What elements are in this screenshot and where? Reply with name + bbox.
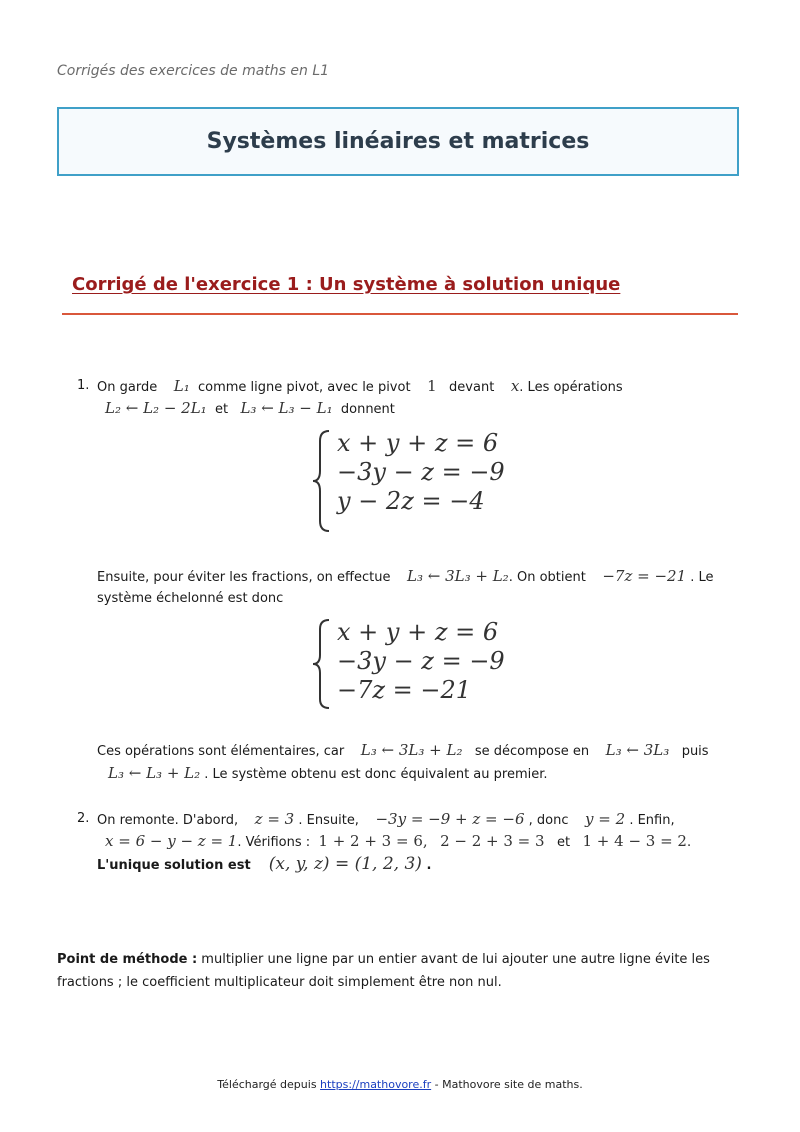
footer [0,1078,800,1091]
header-note: Corrigés des exercices de maths en L1 [57,63,330,79]
footer-link[interactable]: https://mathovore.fr [320,1078,432,1091]
math-op1: L₂ ← L₂ − 2L₁ [105,399,207,417]
text: . [686,835,692,850]
item-1-line-5 [97,739,747,763]
math-L1: L₁ [173,377,190,395]
equation: x + y + z = 6 [337,429,499,457]
text: . Ensuite, [298,813,359,828]
text: On remonte. D'abord, [97,813,239,828]
item-2-number: 2. [77,811,90,826]
text: . Le [690,570,714,585]
item-2-line-1 [97,808,747,832]
item-1-number: 1. [77,378,90,393]
math-op3: L₃ ← 3L₃ + L₂ [407,567,509,585]
item-1-line-4: système échelonné est donc [97,591,284,606]
text: . Enfin, [629,813,675,828]
solution-label: L'unique solution est [97,858,251,873]
footer-suffix: - Mathovore site de maths. [431,1078,583,1091]
text: . Les opérations [519,380,623,395]
math-op6: L₃ ← L₃ + L₂ [108,764,201,782]
page-title: Systèmes linéaires et matrices [206,129,590,154]
text: devant [449,380,495,395]
method-label: Point de méthode : [57,952,198,967]
item-1-line-1 [97,375,747,399]
text: . Vérifions : [237,835,311,850]
system-2-equations [333,618,505,710]
equation: x + y + z = 6 [337,618,499,646]
text: comme ligne pivot, avec le pivot [197,380,411,395]
text: On garde [97,380,158,395]
method-text: multiplier une ligne par un entier avant de lui ajouter une autre ligne évite les fractions ; le coefficient multiplicateur doit simplement être non nul. [57,952,710,990]
item-1-line-2 [105,397,395,421]
text: , donc [528,813,569,828]
equation: −3y − z = −9 [337,647,505,675]
equation: −7z = −21 [337,676,472,704]
system-2 [311,618,505,710]
text: se décompose en [474,744,590,759]
item-2-line-2 [105,830,755,854]
math-y: −3y = −9 + z = −6 [375,810,525,828]
item-1-line-6 [108,762,548,786]
math-op5: L₃ ← 3L₃ [605,741,670,759]
text: . [426,858,432,873]
math-result: −7z = −21 [602,567,687,585]
math-op2: L₃ ← L₃ − L₁ [240,399,333,417]
system-1-equations [333,429,505,533]
math-op4: L₃ ← 3L₃ + L₂ [360,741,463,759]
footer-prefix: Téléchargé depuis [217,1078,321,1091]
text: donnent [340,402,395,417]
math-verif-1: 1 + 2 + 3 = 6, [318,832,428,850]
text: et [214,402,229,417]
method-note [57,948,747,994]
math-pivot: 1 [427,377,437,395]
text: Ensuite, pour éviter les fractions, on effectue [97,570,391,585]
title-box [57,107,739,176]
math-verif-2: 2 − 2 + 3 = 3 [440,832,545,850]
math-y2: y = 2 [585,810,626,828]
equation: y − 2z = −4 [337,487,485,515]
left-brace-icon [311,618,333,710]
math-solution: (x, y, z) = (1, 2, 3) [268,854,422,874]
section-title: Corrigé de l'exercice 1 : Un système à solution unique [72,274,621,295]
item-1-line-3 [97,565,747,589]
math-verif-3: 1 + 4 − 3 = 2 [582,832,687,850]
math-x: x = 6 − y − z = 1 [105,832,238,850]
system-1 [311,429,505,533]
text: et [556,835,571,850]
math-x: x [510,377,520,395]
math-z: z = 3 [254,810,295,828]
left-brace-icon [311,429,333,533]
equation: −3y − z = −9 [337,458,505,486]
item-2-line-3 [97,853,431,877]
text: puis [681,744,709,759]
text: Ces opérations sont élémentaires, car [97,744,345,759]
section-divider [62,313,738,315]
text: . On obtient [508,570,586,585]
text: . Le système obtenu est donc équivalent au premier. [204,767,548,782]
